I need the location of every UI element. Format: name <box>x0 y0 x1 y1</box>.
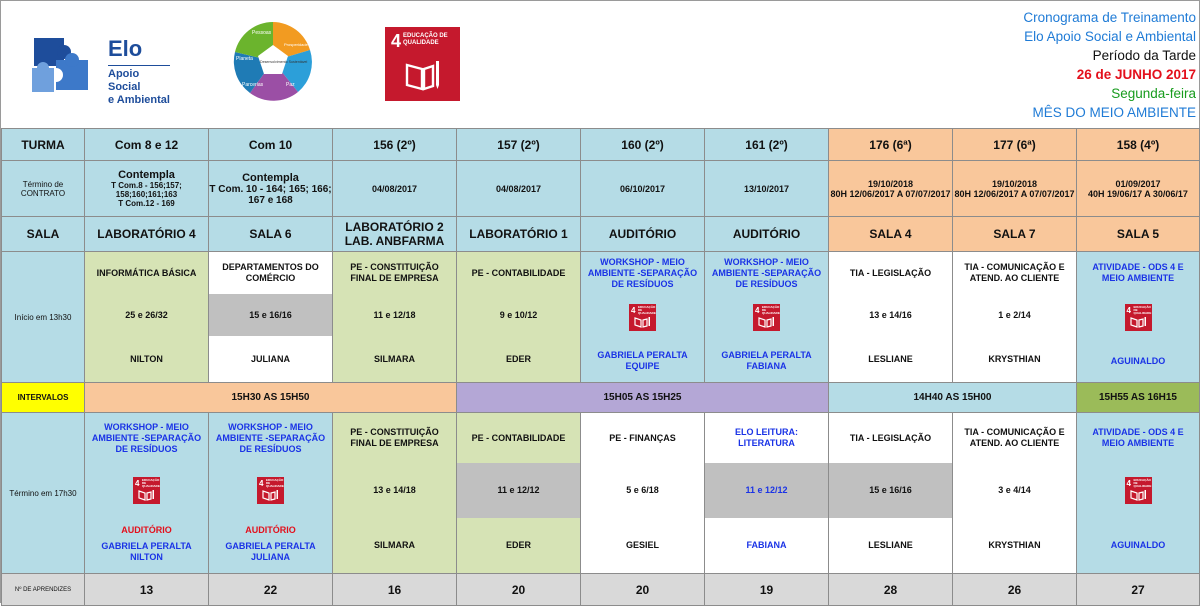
instrutor: GABRIELA PERALTA NILTON <box>101 541 192 562</box>
inicio-cell <box>705 252 829 383</box>
row-intervalos <box>2 383 1200 413</box>
contrato-cell <box>829 161 953 217</box>
instrutor: GABRIELA PERALTA JULIANA <box>225 541 316 562</box>
elo-logo <box>28 30 176 106</box>
sala-cell: LABORATÓRIO 4 <box>85 217 209 252</box>
sdg-badge <box>1077 294 1199 340</box>
atividade: PE - CONSTITUIÇÃO FINAL DE EMPRESA <box>350 262 439 283</box>
atividade: PE - CONTABILIDADE <box>471 432 566 443</box>
badge-number: 4 <box>259 479 264 488</box>
inicio-cell <box>953 252 1077 383</box>
contrato-line: Contempla <box>118 169 175 181</box>
schedule-table <box>1 128 1200 606</box>
turma-cell: 156 (2º) <box>333 129 457 161</box>
inicio-cell <box>581 252 705 383</box>
header-month-theme: MÊS DO MEIO AMBIENTE <box>1032 105 1196 120</box>
aulas: 13 e 14/18 <box>373 485 416 495</box>
sdg-badge <box>705 294 828 340</box>
label-turma: TURMA <box>2 129 85 161</box>
turma-cell: 160 (2º) <box>581 129 705 161</box>
instrutor: NILTON <box>130 353 163 364</box>
wheel-label-prosperidade: Prosperidade <box>284 42 308 47</box>
header-program-title: Cronograma de Treinamento <box>1023 10 1196 25</box>
ods4-badge-icon <box>1125 477 1152 504</box>
atividade: ELO LEITURA: LITERATURA <box>735 427 798 448</box>
aulas: 11 e 12/12 <box>705 463 828 518</box>
termino-cell <box>333 413 457 574</box>
badge-title: EDUCAÇÃO DE QUALIDADE <box>1133 304 1152 315</box>
inicio-cell <box>85 252 209 383</box>
termino-cell <box>705 413 829 574</box>
elo-subtitle-line1: Apoio Social <box>108 68 141 93</box>
row-inicio <box>2 252 1200 383</box>
badge-title: EDUCAÇÃO DE QUALIDADE <box>638 304 656 315</box>
row-turma <box>2 129 1200 161</box>
ods4-badge-icon <box>1125 304 1152 331</box>
intervalo-cell: 15H55 AS 16H15 <box>1077 383 1200 413</box>
contrato-cell: 04/08/2017 <box>333 161 457 217</box>
sala-cell: AUDITÓRIO <box>581 217 705 252</box>
header-period: Período da Tarde <box>1092 48 1196 63</box>
wheel-label-planeta: Planeta <box>236 56 253 62</box>
ods4-logo <box>385 27 460 101</box>
aprendizes-count: 13 <box>85 574 209 606</box>
intervalo-cell: 15H30 AS 15H50 <box>85 383 457 413</box>
sala-cell: SALA 6 <box>209 217 333 252</box>
aprendizes-count: 20 <box>457 574 581 606</box>
puzzle-icon <box>28 30 98 98</box>
instrutor: KRYSTHIAN <box>988 353 1041 364</box>
instrutor: SILMARA <box>374 353 415 364</box>
wheel-label-parcerias: Parcerias <box>242 82 264 88</box>
turma-cell: 161 (2º) <box>705 129 829 161</box>
inicio-cell <box>333 252 457 383</box>
aulas: 11 e 12/12 <box>457 463 580 518</box>
termino-cell <box>581 413 705 574</box>
ods4-badge-icon <box>629 304 656 331</box>
badge-title: EDUCAÇÃO DE QUALIDADE <box>1133 478 1152 488</box>
label-termino-aula: Término em 17h30 <box>2 413 85 574</box>
header-weekday: Segunda-feira <box>1111 86 1196 101</box>
instrutor: EDER <box>505 353 531 364</box>
contrato-cell: 06/10/2017 <box>581 161 705 217</box>
elo-subtitle <box>108 65 170 107</box>
sdg-badge <box>85 463 208 518</box>
ods4-badge-icon <box>257 477 284 504</box>
header-date: 26 de JUNHO 2017 <box>1076 67 1196 82</box>
badge-title: EDUCAÇÃO DE QUALIDADE <box>266 478 284 488</box>
header-org-name: Elo Apoio Social e Ambiental <box>1024 29 1196 44</box>
contrato-line: T Com.12 - 169 <box>118 199 175 208</box>
badge-number: 4 <box>135 479 140 488</box>
contrato-cell: 04/08/2017 <box>457 161 581 217</box>
contrato-line: 80H 12/06/2017 A 07/07/2017 <box>954 188 1075 199</box>
contrato-line: T Com.8 - 156;157; 158;160;161;163 <box>111 181 182 199</box>
aprendizes-count: 22 <box>209 574 333 606</box>
atividade: ATIVIDADE - ODS 4 E MEIO AMBIENTE <box>1092 427 1184 448</box>
aprendizes-count: 16 <box>333 574 457 606</box>
atividade: WORKSHOP - MEIO AMBIENTE -SEPARAÇÃO DE RESÍDUOS <box>215 421 326 454</box>
aulas: 25 e 26/32 <box>125 309 168 320</box>
row-termino <box>2 413 1200 574</box>
ods4-badge-icon <box>753 304 780 331</box>
aulas: 3 e 4/14 <box>998 485 1031 495</box>
contrato-line: 19/10/2018 <box>867 178 914 189</box>
contrato-cell <box>1077 161 1200 217</box>
local: AUDITÓRIO <box>121 524 172 535</box>
termino-cell <box>85 413 209 574</box>
contrato-line: 40H 19/06/17 A 30/06/17 <box>1088 188 1188 199</box>
ods4-number: 4 <box>391 31 402 51</box>
instrutor: LESLIANE <box>868 540 913 550</box>
atividade: TIA - LEGISLAÇÃO <box>849 267 932 278</box>
aulas: 11 e 12/18 <box>373 309 416 320</box>
aprendizes-count: 28 <box>829 574 953 606</box>
instrutor: FABIANA <box>746 540 787 550</box>
atividade: ATIVIDADE - ODS 4 E MEIO AMBIENTE <box>1092 262 1184 283</box>
inicio-cell <box>209 252 333 383</box>
aprendizes-count: 20 <box>581 574 705 606</box>
contrato-cell <box>953 161 1077 217</box>
sala-cell: AUDITÓRIO <box>705 217 829 252</box>
instrutor: EDER <box>505 540 531 550</box>
instrutor: LESLIANE <box>868 353 913 364</box>
atividade: WORKSHOP - MEIO AMBIENTE -SEPARAÇÃO DE RESÍDUOS <box>587 256 698 289</box>
aulas: 15 e 16/16 <box>829 463 952 518</box>
badge-title: EDUCAÇÃO DE QUALIDADE <box>762 304 780 315</box>
instrutor: AGUINALDO <box>1110 540 1166 550</box>
intervalo-cell: 14H40 AS 15H00 <box>829 383 1077 413</box>
row-contrato <box>2 161 1200 217</box>
aulas: 15 e 16/16 <box>209 294 332 336</box>
turma-cell: 157 (2º) <box>457 129 581 161</box>
wheel-icon <box>228 20 318 102</box>
aprendizes-count: 19 <box>705 574 829 606</box>
turma-cell: 176 (6ª) <box>829 129 953 161</box>
contrato-line: T Com. 10 - 164; 165; 166; 167 e 168 <box>209 183 332 206</box>
atividade: TIA - COMUNICAÇÃO E ATEND. AO CLIENTE <box>964 262 1065 283</box>
instrutor: KRYSTHIAN <box>988 540 1041 550</box>
contrato-cell <box>85 161 209 217</box>
aprendizes-count: 27 <box>1077 574 1200 606</box>
turma-cell: Com 10 <box>209 129 333 161</box>
aulas: 13 e 14/16 <box>869 309 912 320</box>
aulas: 5 e 6/18 <box>626 485 659 495</box>
sala-cell: SALA 4 <box>829 217 953 252</box>
instrutor: GABRIELA PERALTA FABIANA <box>721 350 812 371</box>
atividade: PE - CONSTITUIÇÃO FINAL DE EMPRESA <box>350 427 439 448</box>
instrutor: GESIEL <box>625 540 659 550</box>
termino-cell <box>829 413 953 574</box>
atividade: PE - CONTABILIDADE <box>471 267 566 278</box>
badge-title: EDUCAÇÃO DE QUALIDADE <box>142 478 160 488</box>
wheel-center-label: Desenvolvimento Sustentável <box>260 60 308 64</box>
turma-cell: 158 (4º) <box>1077 129 1200 161</box>
turma-cell: Com 8 e 12 <box>85 129 209 161</box>
aulas: 1 e 2/14 <box>998 309 1031 320</box>
wheel-label-paz: Paz <box>286 82 295 88</box>
label-aprendizes: Nº DE APRENDIZES <box>2 574 85 606</box>
sala-cell: SALA 7 <box>953 217 1077 252</box>
atividade: TIA - COMUNICAÇÃO E ATEND. AO CLIENTE <box>964 427 1065 448</box>
label-sala: SALA <box>2 217 85 252</box>
row-sala <box>2 217 1200 252</box>
wheel-label-pessoas: Pessoas <box>252 30 272 36</box>
atividade: WORKSHOP - MEIO AMBIENTE -SEPARAÇÃO DE RESÍDUOS <box>91 421 202 454</box>
inicio-cell <box>829 252 953 383</box>
sdg-badge <box>1077 463 1199 518</box>
label-termino-contrato: Término de CONTRATO <box>2 161 85 217</box>
book-icon <box>403 57 443 93</box>
atividade: INFORMÁTICA BÁSICA <box>96 267 197 278</box>
sdg-badge <box>581 294 704 340</box>
contrato-line: 01/09/2017 <box>1115 178 1161 189</box>
termino-cell <box>209 413 333 574</box>
ods4-title: EDUCAÇÃO DE QUALIDADE <box>403 33 448 46</box>
termino-cell <box>953 413 1077 574</box>
atividade: TIA - LEGISLAÇÃO <box>849 432 932 443</box>
sdg-badge <box>209 463 332 518</box>
contrato-cell <box>209 161 333 217</box>
termino-cell <box>1077 413 1200 574</box>
row-aprendizes <box>2 574 1200 606</box>
instrutor: AGUINALDO <box>1110 355 1166 366</box>
local: AUDITÓRIO <box>245 524 296 535</box>
sala-cell: LABORATÓRIO 1 <box>457 217 581 252</box>
inicio-cell <box>1077 252 1200 383</box>
elo-subtitle-line2: e Ambiental <box>108 94 170 106</box>
aprendizes-count: 26 <box>953 574 1077 606</box>
contrato-line: 19/10/2018 <box>991 178 1038 189</box>
elo-name: Elo <box>108 36 143 61</box>
badge-number: 4 <box>631 305 636 315</box>
sala-cell: SALA 5 <box>1077 217 1200 252</box>
instrutor: GABRIELA PERALTA EQUIPE <box>597 350 688 371</box>
ods4-badge-icon <box>133 477 160 504</box>
atividade: PE - FINANÇAS <box>609 432 676 443</box>
header-info <box>1023 8 1196 122</box>
label-intervalos: INTERVALOS <box>2 383 85 413</box>
inicio-cell <box>457 252 581 383</box>
atividade: DEPARTAMENTOS DO COMÉRCIO <box>222 262 319 283</box>
aulas: 9 e 10/12 <box>499 309 538 320</box>
contrato-line: 80H 12/06/2017 A 07/07/2017 <box>830 188 951 199</box>
atividade: WORKSHOP - MEIO AMBIENTE -SEPARAÇÃO DE RESÍDUOS <box>711 256 822 289</box>
label-inicio: Início em 13h30 <box>2 252 85 383</box>
intervalo-cell: 15H05 AS 15H25 <box>457 383 829 413</box>
badge-number: 4 <box>1126 305 1131 315</box>
sala-cell: LABORATÓRIO 2 LAB. ANBFARMA <box>333 217 457 252</box>
termino-cell <box>457 413 581 574</box>
contrato-line: Contempla <box>242 171 299 184</box>
sustainability-wheel-logo <box>228 20 318 102</box>
instrutor: SILMARA <box>374 540 415 550</box>
contrato-cell: 13/10/2017 <box>705 161 829 217</box>
badge-number: 4 <box>755 305 760 315</box>
instrutor: JULIANA <box>250 353 290 364</box>
turma-cell: 177 (6ª) <box>953 129 1077 161</box>
badge-number: 4 <box>1126 479 1131 488</box>
